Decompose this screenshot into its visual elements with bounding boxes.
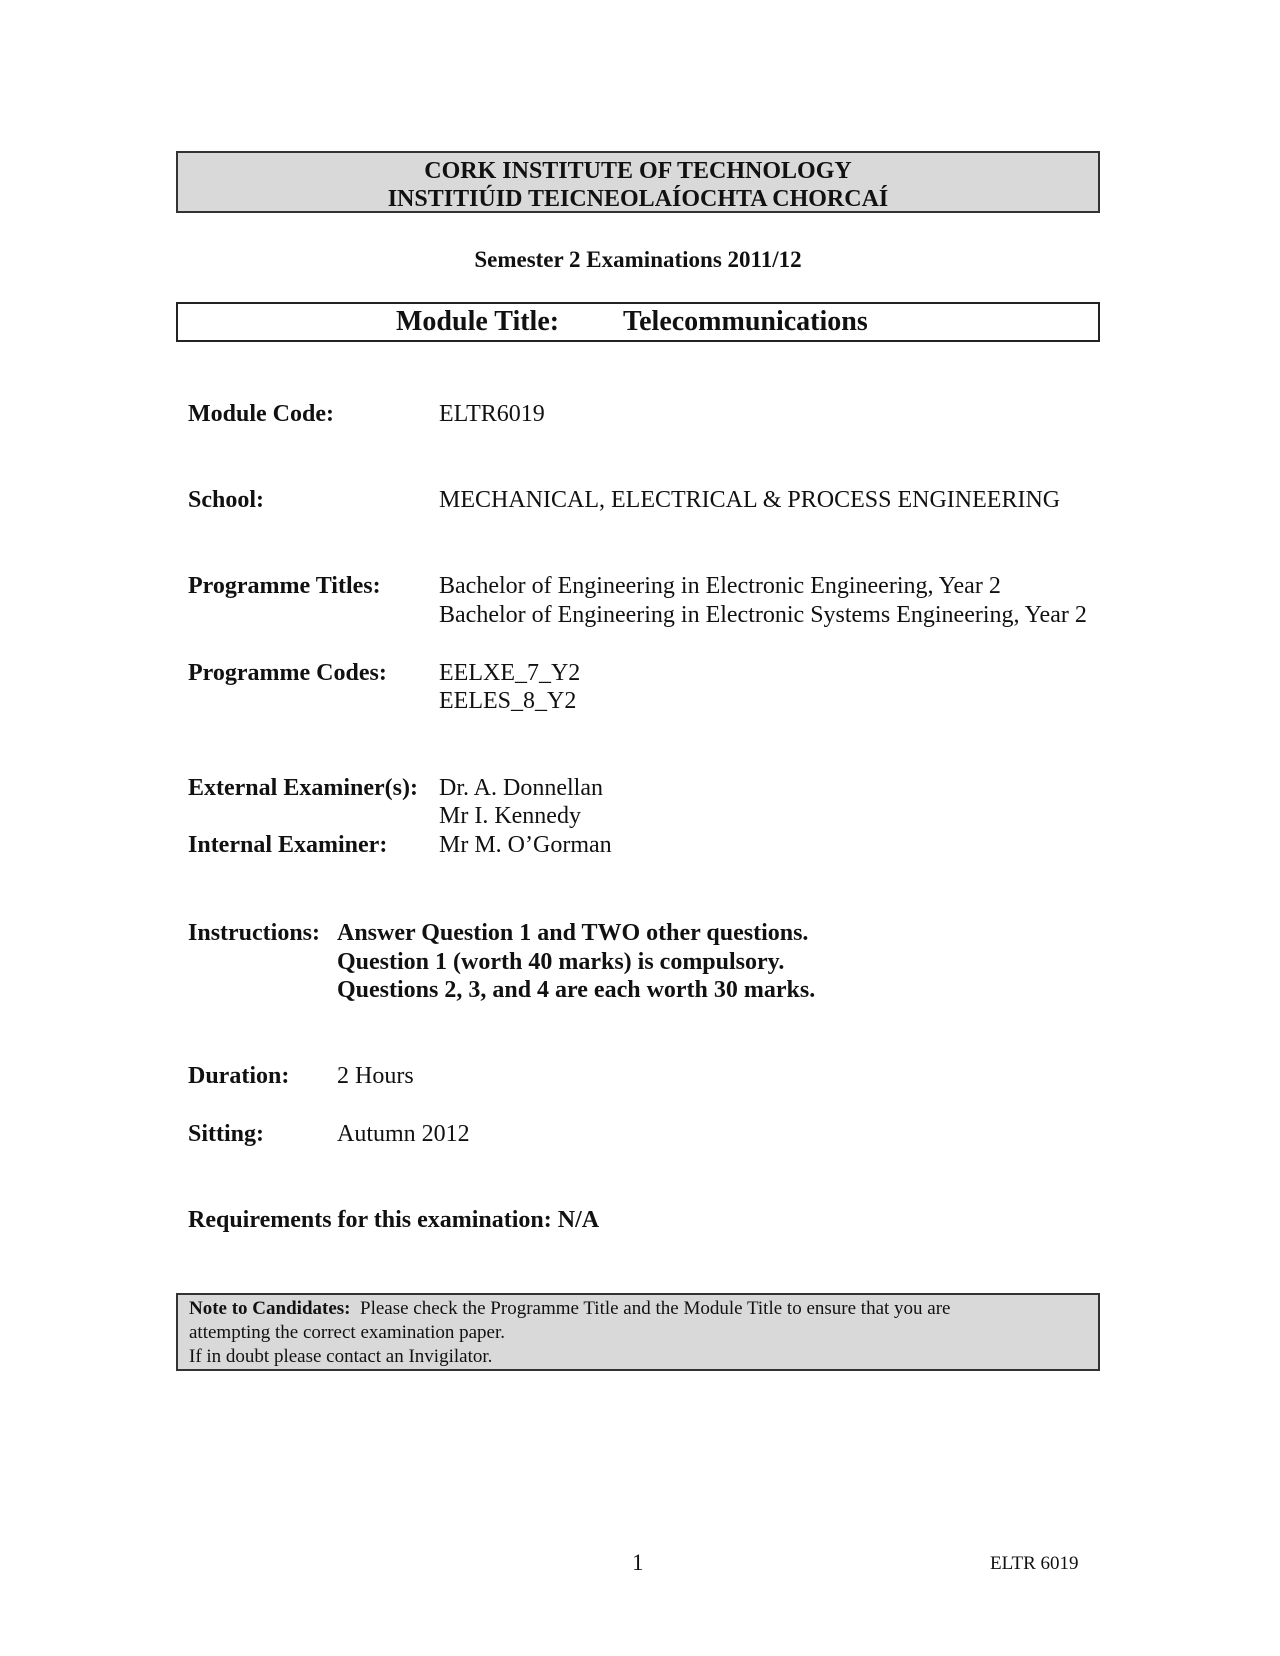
school-value: MECHANICAL, ELECTRICAL & PROCESS ENGINEERING xyxy=(439,487,1061,513)
note-text-1: Please check the Programme Title and the Module Title to ensure that you are xyxy=(360,1298,951,1319)
instruction-line-1: Answer Question 1 and TWO other questions. xyxy=(337,920,809,946)
footer-module-code: ELTR 6019 xyxy=(990,1553,1079,1574)
external-examiner-2: Mr I. Kennedy xyxy=(439,803,581,829)
programme-title-2: Bachelor of Engineering in Electronic Systems Engineering, Year 2 xyxy=(439,602,1087,628)
institute-name-irish: INSTITIÚID TEICNEOLAÍOCHTA CHORCAÍ xyxy=(387,186,889,212)
programme-title-1: Bachelor of Engineering in Electronic Engineering, Year 2 xyxy=(439,573,1001,599)
duration-label: Duration: xyxy=(188,1063,290,1089)
note-line-1 xyxy=(189,1297,1088,1321)
sitting-value: Autumn 2012 xyxy=(337,1121,470,1147)
programme-code-1: EELXE_7_Y2 xyxy=(439,660,581,686)
instruction-line-3: Questions 2, 3, and 4 are each worth 30 marks. xyxy=(337,977,816,1003)
module-title-value: Telecommunications xyxy=(623,306,868,337)
note-text-3: If in doubt please contact an Invigilator. xyxy=(189,1346,493,1367)
note-label: Note to Candidates: xyxy=(189,1298,351,1319)
semester-heading: Semester 2 Examinations 2011/12 xyxy=(474,247,802,272)
module-code-value: ELTR6019 xyxy=(439,401,545,427)
programme-codes-label: Programme Codes: xyxy=(188,660,387,686)
module-code-label: Module Code: xyxy=(188,401,334,427)
requirements-line: Requirements for this examination: N/A xyxy=(188,1207,600,1233)
sitting-label: Sitting: xyxy=(188,1121,265,1147)
institute-header-box xyxy=(176,151,1100,213)
note-to-candidates-box xyxy=(176,1293,1100,1371)
programme-code-2: EELES_8_Y2 xyxy=(439,688,577,714)
page-number: 1 xyxy=(632,1550,644,1575)
institute-name-english: CORK INSTITUTE OF TECHNOLOGY xyxy=(424,158,852,184)
external-examiners-label: External Examiner(s): xyxy=(188,775,418,801)
duration-value: 2 Hours xyxy=(337,1063,414,1089)
programme-titles-label: Programme Titles: xyxy=(188,573,381,599)
module-title-label: Module Title: xyxy=(396,306,560,337)
school-label: School: xyxy=(188,487,265,513)
module-title-box xyxy=(176,302,1100,342)
internal-examiner-value: Mr M. O’Gorman xyxy=(439,832,612,858)
note-text-2: attempting the correct examination paper. xyxy=(189,1322,506,1343)
instructions-label: Instructions: xyxy=(188,920,321,946)
external-examiner-1: Dr. A. Donnellan xyxy=(439,775,603,801)
internal-examiner-label: Internal Examiner: xyxy=(188,832,388,858)
instruction-line-2: Question 1 (worth 40 marks) is compulsory. xyxy=(337,949,785,975)
